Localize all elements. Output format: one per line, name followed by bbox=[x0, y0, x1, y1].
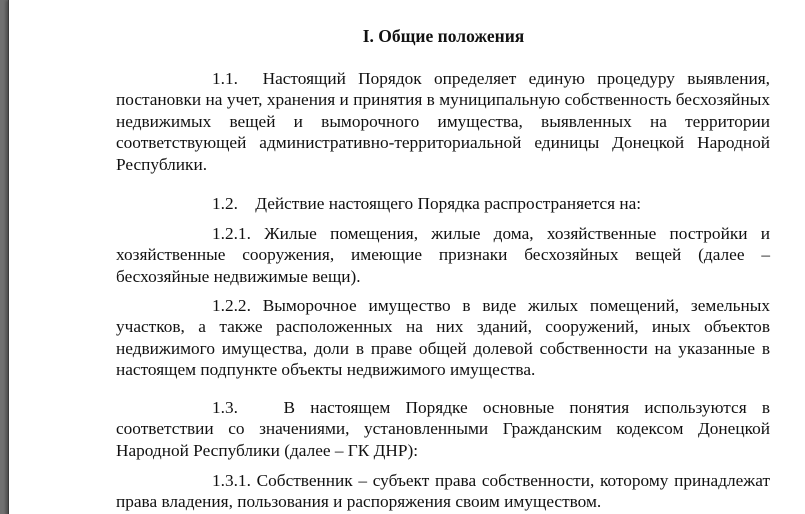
paragraph-1-2 bbox=[116, 193, 770, 214]
paragraph-1-2-2 bbox=[116, 295, 770, 381]
paragraph-number: 1.3. bbox=[212, 398, 238, 417]
paragraph-number: 1.2.1. bbox=[212, 224, 251, 243]
paragraph-1-1 bbox=[116, 68, 770, 175]
paragraph-text: Собственник – субъект права собственности, которому принадлежат права владения, пользования и распоряжения своим имуществом. bbox=[116, 471, 770, 512]
paragraph-text: Жилые помещения, жилые дома, хозяйственные постройки и хозяйственные сооружения, имеющие признаки бесхозяйных вещей (далее – бесхозяйные недвижимые вещи). bbox=[116, 224, 770, 286]
section-heading bbox=[9, 26, 805, 47]
paragraph-1-3-1 bbox=[116, 470, 770, 513]
paragraph-number: 1.1. bbox=[212, 69, 238, 88]
paragraph-text: В настоящем Порядке основные понятия используются в соответствии со значениями, установленными Гражданским кодексом Донецкой Народной Республики (далее – ГК ДНР): bbox=[116, 398, 770, 460]
section-heading-text: I. Общие положения bbox=[362, 26, 525, 46]
paragraph-text: Настоящий Порядок определяет единую процедуру выявления, постановки на учет, хранения и принятия в муниципальную собственность бесхозяйных недвижимых вещей и выморочного имущества, выявленных на территории соответствующей административно-территориальной единицы Донецкой Народной Республики. bbox=[116, 69, 770, 174]
paragraph-1-2-1 bbox=[116, 223, 770, 287]
paragraph-1-3 bbox=[116, 397, 770, 461]
paragraph-number: 1.3.1. bbox=[212, 471, 251, 490]
paragraph-number: 1.2. bbox=[212, 194, 238, 213]
paragraph-number: 1.2.2. bbox=[212, 296, 251, 315]
paragraph-text: Действие настоящего Порядка распространяется на: bbox=[255, 194, 642, 213]
paragraph-text: Выморочное имущество в виде жилых помещений, земельных участков, а также расположенных на них зданий, сооружений, иных объектов недвижимого имущества, доли в праве общей долевой собственности на указанные в настоящем подпункте объекты недвижимого имущества. bbox=[116, 296, 770, 380]
document-page bbox=[8, 0, 805, 514]
